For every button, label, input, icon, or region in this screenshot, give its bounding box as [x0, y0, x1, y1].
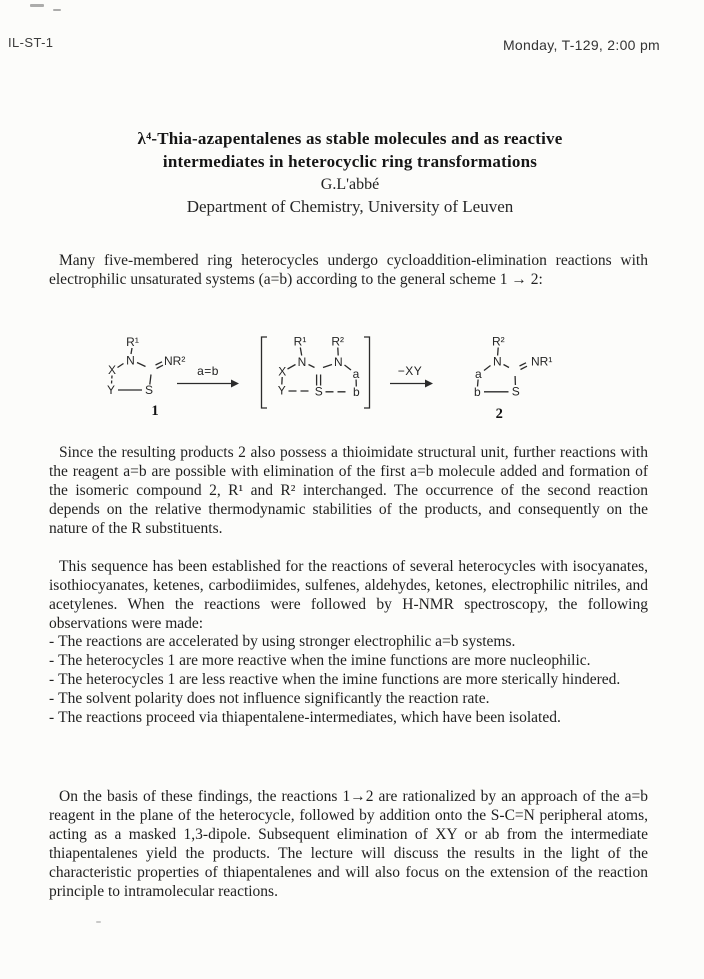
affiliation: Department of Chemistry, University of Leuven: [186, 197, 514, 216]
atom-label-nr1: NR¹: [531, 354, 553, 369]
paper-title-line2: intermediates in heterocyclic ring transformations: [162, 152, 538, 171]
atom-label-n: N: [492, 354, 502, 369]
list-item: [49, 632, 648, 651]
compound-number-2: 2: [495, 406, 503, 422]
observations-list: [49, 632, 648, 727]
list-item: [49, 651, 648, 670]
observation-text: The reactions are accelerated by using stronger electrophilic a=b systems.: [58, 633, 516, 650]
structure-1-bonds: [112, 348, 164, 390]
atom-label-n-left: N: [297, 355, 307, 369]
paragraph-intro: Many five-membered ring heterocycles undergo cycloaddition-elimination reactions with electrophilic unsaturated systems (a=b) according to the general scheme 1 → 2:: [49, 252, 648, 288]
reaction-arrow-1: [177, 364, 239, 388]
paper-title-line1: λ⁴-Thia-azapentalenes as stable molecules and as reactive: [137, 129, 563, 148]
observation-text: The heterocycles 1 are more reactive when the imine functions are more nucleophilic.: [58, 652, 591, 669]
structure-2: [474, 335, 552, 423]
atom-label-x: X: [278, 364, 287, 379]
arrowhead: [231, 380, 239, 388]
scan-artifact: [53, 9, 61, 11]
intermediate-structure: [262, 335, 370, 409]
atom-label-x: X: [107, 363, 117, 377]
observation-text: The heterocycles 1 are less reactive when the imine functions are more sterically hindered.: [58, 671, 621, 688]
atom-label-y: Y: [277, 383, 286, 398]
atom-label-r2: R²: [491, 334, 505, 349]
reagent-label: a=b: [197, 364, 219, 378]
structure-1: [107, 335, 185, 419]
bullet-marker: -: [49, 709, 55, 726]
title-block: [50, 127, 650, 218]
atom-label-b: b: [352, 385, 360, 399]
paragraph-thioimidate: Since the resulting products 2 also possess a thioimidate structural unit, further reactions with the reagent a=b are possible with elimination of the first a=b molecule added and formation of the isomeric compound 2, R¹ and R² interchanged. The occurrence of the second reaction depends on the relative thermodynamic stabilities of the products, and consequently on the nature of the R substituents.: [49, 444, 648, 537]
paragraph-conclusion: On the basis of these findings, the reactions 1→2 are rationalized by an approach of the a=b reagent in the plane of the heterocycle, followed by addition onto the S-C=N peripheral atoms, acting as a masked 1,3-dipole. Subsequent elimination of XY or ab from the intermediate thiapentalenes yield the products. The lecture will discuss the results in the light of the characteristic properties of thiapentalenes and will also focus on the extension of the reaction principle to intramolecular reactions.: [49, 788, 648, 900]
list-item: [49, 689, 648, 708]
atom-label-a: a: [352, 367, 360, 381]
list-item: [49, 708, 648, 727]
author-name: G.L'abbé: [320, 176, 380, 193]
atom-label-r2: R²: [331, 334, 345, 349]
bullet-marker: -: [49, 671, 55, 688]
atom-label-y: Y: [106, 383, 116, 397]
atom-label-n: N: [126, 353, 135, 368]
bracket-left: [262, 337, 268, 408]
atom-label-n-right: N: [333, 355, 343, 369]
bullet-marker: -: [49, 690, 55, 707]
atom-label-s: S: [314, 384, 323, 399]
scan-artifact: [30, 4, 44, 7]
atom-label-r1: R¹: [126, 335, 139, 349]
bullet-marker: -: [49, 633, 55, 650]
reaction-scheme: [60, 328, 600, 428]
session-time: Monday, T-129, 2:00 pm: [502, 37, 660, 53]
observation-text: The solvent polarity does not influence significantly the reaction rate.: [58, 690, 490, 707]
list-item: [49, 670, 648, 689]
atom-label-s: S: [511, 384, 520, 399]
compound-number-1: 1: [151, 403, 159, 419]
bracket-right: [364, 337, 370, 408]
reaction-arrow-2: [390, 364, 433, 388]
session-code: IL-ST-1: [8, 35, 54, 50]
atom-label-r1: R¹: [293, 334, 307, 349]
scan-artifact: [96, 921, 101, 923]
observation-text: The reactions proceed via thiapentalene-intermediates, which have been isolated.: [58, 709, 561, 726]
atom-label-s: S: [144, 383, 154, 397]
atom-label-nr2: NR²: [164, 354, 186, 368]
bullet-marker: -: [49, 652, 55, 669]
atom-label-a: a: [474, 367, 482, 381]
paragraph-sequence: This sequence has been established for the reactions of several heterocycles with isocyanates, isothiocyanates, ketenes, carbodiimides, sulfenes, aldehydes, ketones, electrophilic nitriles, and acetylenes. When the reactions were followed by H-NMR spectroscopy, the following observations were made:: [49, 558, 648, 632]
leaving-group-label: −XY: [397, 364, 423, 378]
arrowhead: [425, 380, 433, 388]
atom-label-b: b: [473, 385, 481, 399]
